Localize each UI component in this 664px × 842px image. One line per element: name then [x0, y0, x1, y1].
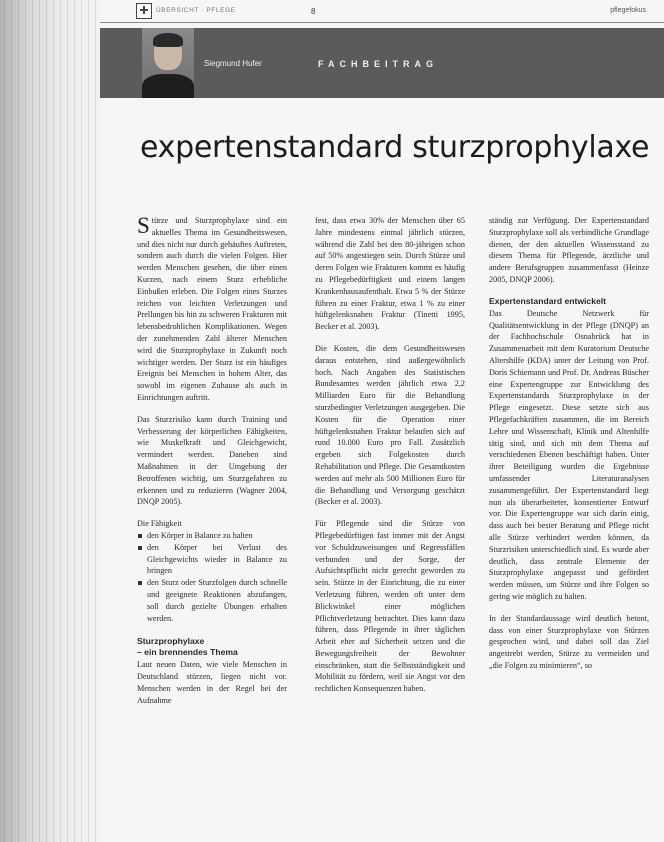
paragraph: In der Standardaussage wird deutlich betont, dass von einer Sturzprophylaxe von Stürzen gesprochen wird, und dabei soll das Ziel angestrebt werden, Stürze zu vermeiden und „die Folgen zu minimieren“, so [489, 613, 649, 670]
running-head-left: ÜBERSICHT · PFLEGE [156, 7, 236, 14]
photo-body-shape [142, 74, 194, 98]
drop-cap: S [137, 213, 150, 238]
paragraph: Das Sturzrisiko kann durch Training und Verbesserung der körperlichen Fähigkeiten, wie Muskelkraft und Gleichgewicht, vermindert werden. Daneben sind Maßnahmen in der Umgebung der Betroffenen wichtig, um Sturzgefahren zu erkennen und zu reduzieren (Wagner 2004, DNQP 2005). [137, 414, 287, 507]
column-3 [489, 215, 649, 682]
paragraph: Das Deutsche Netzwerk für Qualitätsentwicklung in der Pflege (DNQP) an der Fachhochschule Osnabrück hat in Zusammenarbeit mit dem Kuratorium Deutsche Altershilfe (KDA) unter der Leitung von Prof. Doris Schiemann und Prof. Dr. Andreas Büscher eine Expertengruppe zur Entwicklung des Expertenstandards Sturzprophylaxe in der Pflege eingesetzt. Diese setzte sich aus Pflegefachkräften zusammen, die im Bereich Lehre und Wissenschaft, Klinik und Altenhilfe tätig sind, und sich mit dem Thema auf verschiedenen Ebenen beschäftigt haben. Unter ihrer Beteiligung wurden die Ergebnisse umfassender Literaturanalysen zusammengeführt. Der Expertenstandard liegt nun als überarbeiteter, konsentierter Entwurf vor. Die Expertengruppe war sich darin einig, dass auch bei bester Beratung und Pflege nicht alle Stürze verhindert werden können, da Sturzrisiken unterschiedlich sind. Es wurde aber deutlich, dass zentrale Elemente der Sturzprophylaxe angepasst und gefördert werden müssen, um Stürze und ihre Folgen so gering wie möglich zu halten. [489, 308, 649, 601]
column-2 [315, 215, 465, 705]
paragraph-text: türze und Sturzprophylaxe sind ein aktuelles Thema im Gesundheitswesen, und dies nicht nur durch gehäuftes Auftreten, sondern auch durch die vielen Folgen. Hier werden Menschen gesehen, die über einen Kurzen, nach einem Sturz erhebliche Einbußen erleben. Die Folgen eines Sturzes reichen von leichten Verletzungen und Prellungen bis hin zu schweren Frakturen mit lebensbedrohlichen Komplikationen. Wegen der zunehmenden Zahl älterer Menschen wird die Sturzprophylaxe in Zukunft noch wichtiger werden. Der Sturz ist ein häufiges Ereignis bei Menschen in hohem Alter, das sowohl im eigenen Zuhause als auch in Einrichtungen auftritt. [137, 216, 287, 402]
paragraph: fest, dass etwa 30% der Menschen über 65 Jahre mindestens einmal jährlich stürzen, während die Zahl bei den 80-jährigen schon auf 50% angestiegen sein. Durch Stürze und deren Folgen wie Frakturen kommt es häufig zu Pflegebedürftigkeit und einem langen Krankenhausaufenthalt. Etwa 5 % der Stürze führen zu einer Fraktur, etwa 1 % zu einer hüftgelenksnahen Fraktur (Tinetti 1995, Becker et al. 2003). [315, 216, 465, 332]
author-name: Siegmund Hufer [204, 59, 262, 68]
bullet-list [137, 530, 287, 624]
page-stack-lines [4, 0, 104, 842]
running-head [100, 0, 664, 23]
author-photo [142, 28, 194, 98]
list-intro: Die Fähigkeit [137, 519, 182, 529]
column-1 [137, 215, 287, 716]
author-banner [100, 28, 664, 98]
list-item: den Körper bei Verlust des Gleichgewichts wieder in Balance zu bringen [137, 542, 287, 577]
paragraph: Die Kosten, die dem Gesundheitswesen daraus entstehen, sind außergewöhnlich hoch. Nach Angaben des Statistischen Bundesamtes werden jährlich etwa 2,2 Milliarden Euro für die Behandlung sturzbedingter Verletzungen ausgegeben. Die Kosten für die Operation einer hüftgelenksnahen Fraktur belaufen sich auf rund 10.000 Euro pro Fall. Zusätzlich ergeben sich Folgekosten durch Rehabilitation und Pflege. Die Gesamtkosten werden auf mehr als 500 Millionen Euro für die Behandlung und Versorgung geschätzt (Becker et al. 2003). [315, 343, 465, 507]
photo-hair-shape [153, 33, 183, 47]
section-label: FACHBEITRAG [318, 59, 438, 69]
list-item: den Sturz oder Sturzfolgen durch schnelle und geeignete Reaktionen abzufangen, soll durch gezielte Übungen erhalten werden. [137, 577, 287, 624]
paragraph: Laut neuen Daten, wie viele Menschen in Deutschland stürzen, liegen nicht vor. Menschen werden in der Regel bei der Aufnahme [137, 660, 287, 705]
running-head-right: pflegefokus [610, 7, 646, 14]
list-item: den Körper in Balance zu halten [137, 530, 287, 542]
article-title: expertenstandard sturzprophylaxe [140, 130, 650, 165]
paragraph: Für Pflegende sind die Stürze von Pflegebedürftigen fast immer mit der Angst vor Schuldzuweisungen und Regressfällen verbunden und der Sorge, der Aufsichtspflicht nicht gerecht geworden zu sein. Stürze in der Einrichtung, die zu einer Verletzung führen, werden oft unter dem Blickwinkel einer möglichen Pflichtverletzung betrachtet. Dies kann dazu führen, dass Pflegende in ihrer täglichen Arbeit eher auf Sicherheit setzen und die Bewegungsfreiheit der Bewohner einschränken, statt die Selbstständigkeit und Mobilität zu fördern, weil sie Angst vor den rechtlichen Konsequenzen haben. [315, 519, 465, 694]
subheading-line-2: – ein brennendes Thema [137, 647, 238, 658]
subheading [137, 636, 287, 658]
subheading: Expertenstandard entwickelt [489, 295, 607, 306]
magazine-page [100, 0, 664, 842]
page-number: 8 [311, 7, 316, 16]
paragraph [137, 215, 287, 404]
subheading-line-1: Sturzprophylaxe [137, 636, 205, 647]
cross-logo-icon [136, 3, 152, 19]
page-stack-edge [0, 0, 112, 842]
paragraph: ständig zur Verfügung. Der Expertenstandard Sturzprophylaxe soll als verbindliche Grundlage dienen, der den aktuellen Wissensstand zu diesem Thema für Pflegende, ärztliche und andere Berufsgruppen zusammenfasst (Heinze 2005, DNQP 2006). [489, 216, 649, 284]
